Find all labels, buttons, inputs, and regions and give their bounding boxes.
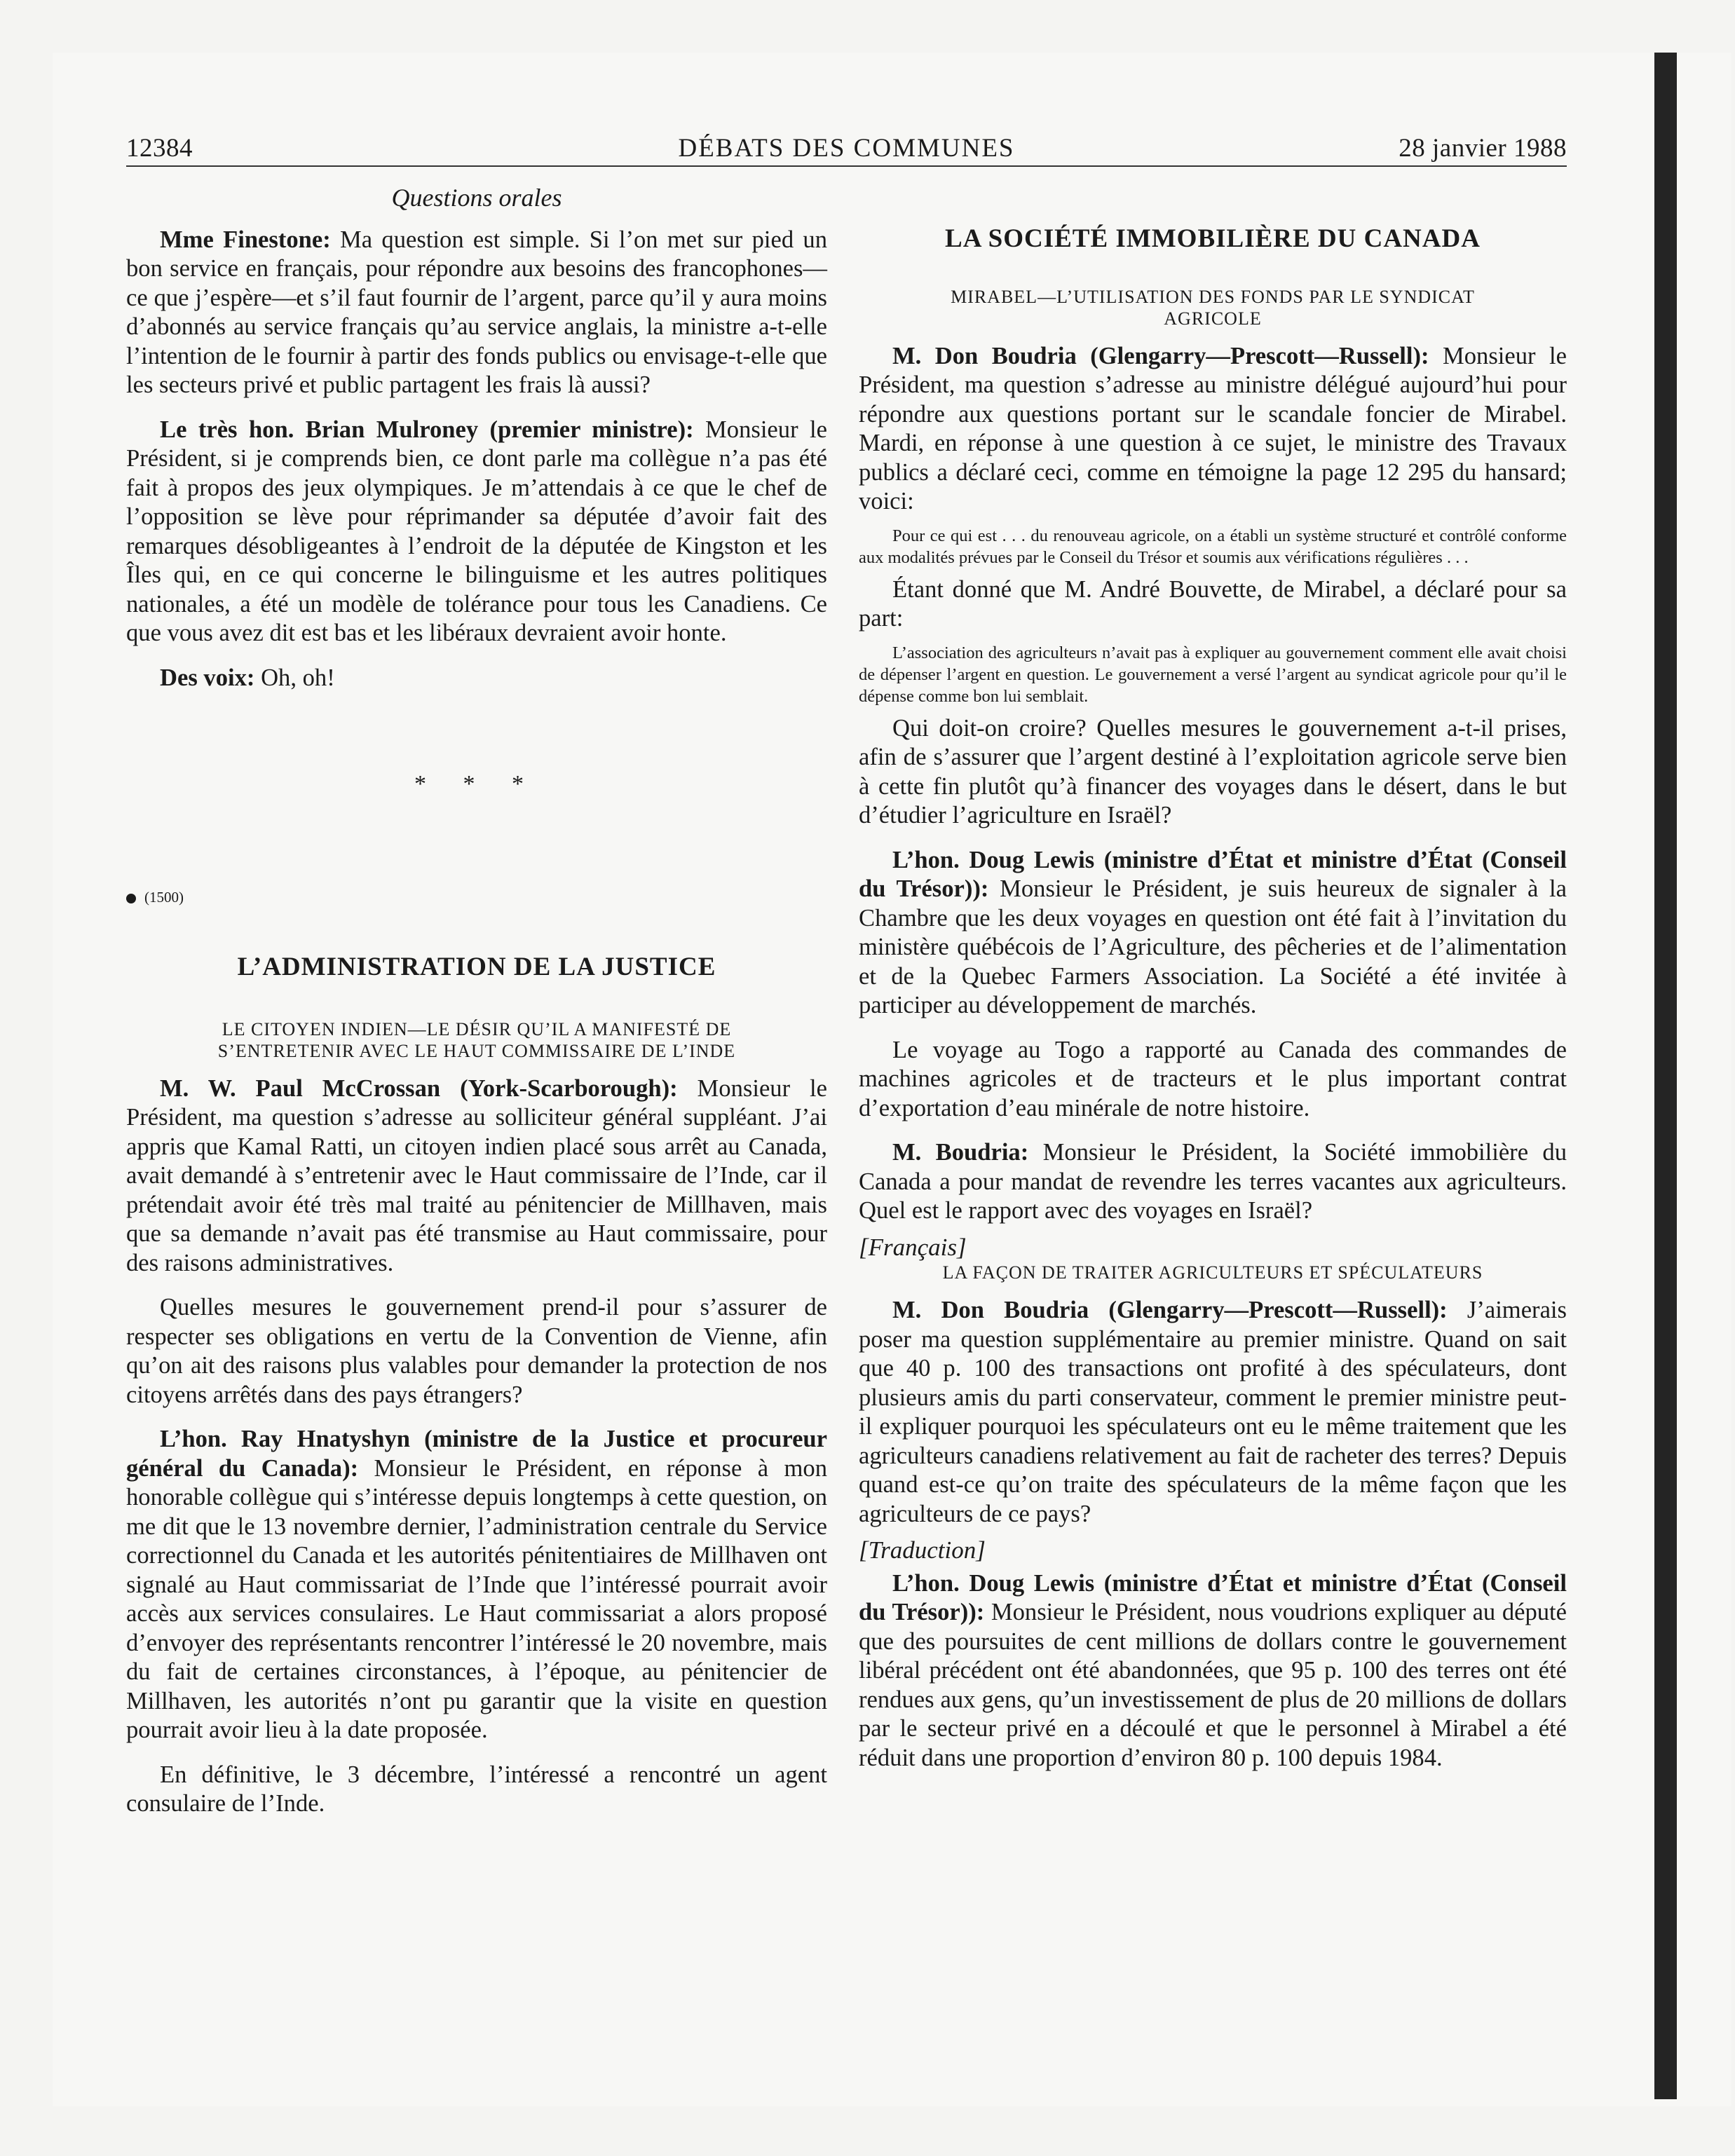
section-label: Questions orales (391, 184, 562, 212)
speaker-name: M. W. Paul McCrossan (York-Scarborough): (160, 1074, 678, 1102)
subheading-line: S’ENTRETENIR AVEC LE HAUT COMMISSAIRE DE L’INDE (217, 1040, 736, 1061)
block-quote: Pour ce qui est . . . du renouveau agricole, on a établi un système structuré et contrôlé conforme aux modalités prévues par le Conseil du Trésor et soumis aux vérifications régulières . . . (859, 526, 1567, 567)
page-header (126, 133, 1567, 167)
speaker-name: M. Boudria: (892, 1139, 1029, 1166)
section-separator: * * * (414, 771, 539, 797)
speaker-name: M. Don Boudria (Glengarry—Prescott—Russell): (892, 342, 1429, 369)
paragraph (859, 1296, 1567, 1529)
speech-text: Monsieur le Président, en réponse à mon honorable collègue qui s’intéresse depuis longtemps à cette question, on me dit que le 13 novembre dernier, l’administration centrale du Service correctionnel du Canada et les autorités pénitentiaires de Millhaven ont signalé au Haut commissariat de l’Inde que l’intéressé pourrait avoir accès aux services consulaires. Le Haut commissariat a alors proposé d’envoyer des représentants rencontrer l’intéressé le 20 novembre, mais du fait de certaines circonstances, à l’époque, au pénitencier de Millhaven, les autorités n’ont pu garantir que la visite en question pourrait avoir lieu à la date proposée. (126, 1454, 827, 1743)
speaker-name: Mme Finestone: (160, 226, 331, 253)
speaker-name: L’hon. Ray Hnatyshyn (ministre de la Justice et procureur général du Canada): (126, 1426, 827, 1482)
speech-text: Oh, oh! (254, 664, 335, 691)
subheading-line: AGRICOLE (1164, 308, 1262, 329)
subheading-line: LA FAÇON DE TRAITER AGRICULTEURS ET SPÉCULATEURS (942, 1262, 1483, 1283)
language-tag: [Français] (859, 1233, 967, 1261)
paragraph: Qui doit-on croire? Quelles mesures le gouvernement a-t-il prises, afin de s’assurer que l’argent destiné à l’exploitation agricole serve bien à cette fin plutôt qu’à financer des voyages dans le désert, dans le but d’étudier l’agriculture en Israël? (859, 714, 1567, 828)
publication-title: DÉBATS DES COMMUNES (678, 134, 1015, 163)
bullet-icon (126, 894, 136, 903)
speech-text: Monsieur le Président, ma question s’adresse au solliciteur général suppléant. J’ai appris que Kamal Ratti, un citoyen indien placé sous arrêt au Canada, avait demandé à s’entretenir avec le Haut commissaire de l’Inde, car il prétendait avoir été très mal traité au pénitencier de Millhaven, mais que sa demande n’avait pas été transmise au Haut commissaire, pour des raisons administratives. (126, 1074, 827, 1276)
speech-text: Ma question est simple. Si l’on met sur pied un bon service en français, pour répondre aux besoins des francophones—ce que j’espère—et s’il faut fournir de l’argent, parce qu’il y aura moins d’abonnés au service français qu’au service anglais, la ministre a-t-elle l’intention de le fournir à partir des fonds publics ou envisage-t-elle que les secteurs privé et public partagent les frais là aussi? (126, 226, 827, 398)
speech-text: J’aimerais poser ma question supplémentaire au premier ministre. Quand on sait que 40 p. 100 des transactions ont profité à des spéculateurs, dont plusieurs amis du parti conservateur, comment le premier ministre peut-il expliquer pourquoi les spéculateurs ont eu le même traitement que les agriculteurs canadiens relativement au fait de racheter des terres? Depuis quand est-ce qu’on traite des spéculateurs de la même façon que les agriculteurs de ce pays? (859, 1297, 1567, 1527)
paragraph (126, 664, 827, 693)
time-marker-text: (1500) (144, 888, 184, 906)
speech-text: Monsieur le Président, la Société immobilière du Canada a pour mandat de revendre les terres vacantes aux agriculteurs. Quel est le rapport avec des voyages en Israël? (859, 1139, 1567, 1224)
paragraph (126, 416, 827, 648)
speech-text: Monsieur le Président, ma question s’adresse au ministre délégué aujourd’hui pour répondre aux questions portant sur le scandale foncier de Mirabel. Mardi, en réponse à une question à ce sujet, le ministre des Travaux publics a déclaré ceci, comme en témoigne la page 12 295 du hansard; voici: (859, 342, 1567, 514)
speech-text: Monsieur le Président, nous voudrions expliquer au député que des poursuites de cent millions de dollars contre le gouvernement libéral précédent ont été abandonnées, que 95 p. 100 des terres ont été rendues aux gens, qu’un investissement de plus de 20 millions de dollars par le secteur privé en a découlé et que le personnel à Mirabel a été réduit dans une proportion d’environ 80 p. 100 depuis 1984. (859, 1599, 1567, 1771)
paragraph (126, 1074, 827, 1278)
paragraph (859, 846, 1567, 1021)
paragraph (126, 226, 827, 400)
right-column (859, 181, 1567, 1773)
paragraph: Quelles mesures le gouvernement prend-il pour s’assurer de respecter ses obligations en vertu de la Convention de Vienne, afin qu’on ait des raisons plus valables pour demander la protection de nos citoyens arrêtés dans des pays étrangers? (126, 1294, 827, 1408)
block-quote: L’association des agriculteurs n’avait pas à expliquer au gouvernement comment elle avait choisi de dépenser l’argent en question. Le gouvernement a versé l’argent au syndicat agricole pour qu’il le dépense comme bon lui semblait. (859, 643, 1567, 706)
paragraph (859, 1138, 1567, 1226)
speech-text: Monsieur le Président, je suis heureux de signaler à la Chambre que les deux voyages en question ont été fait à l’invitation du ministère québécois de l’Agriculture, des pêcheries et de l’alimentation et de la Quebec Farmers Association. La Société a été invitée à participer au développement de marchés. (859, 875, 1567, 1018)
paragraph: Le voyage au Togo a rapporté au Canada des commandes de machines agricoles et de tracteurs et le plus important contrat d’exportation d’eau minérale de notre histoire. (859, 1036, 1567, 1121)
publication-date: 28 janvier 1988 (1399, 134, 1567, 163)
speaker-name: M. Don Boudria (Glengarry—Prescott—Russell): (892, 1297, 1448, 1323)
speech-text: Monsieur le Président, si je comprends bien, ce dont parle ma collègue n’a pas été fait à propos des jeux olympiques. Je m’attendais à ce que le chef de l’opposition se lève pour réprimander sa députée d’avoir fait des remarques désobligeantes à l’endroit de la députée de Kingston et les Îles qui, en ce qui concerne le bilinguisme et les autres politiques nationales, a été un modèle de tolérance pour tous les Canadiens. Ce que vous avez dit est bas et les libéraux devraient avoir honte. (126, 416, 827, 646)
scan-edge-bar (1654, 53, 1677, 2099)
paragraph (859, 342, 1567, 517)
speaker-name: Des voix: (160, 664, 255, 691)
page-number: 12384 (126, 134, 193, 163)
section-heading: L’ADMINISTRATION DE LA JUSTICE (237, 953, 716, 981)
language-tag: [Traduction] (859, 1536, 986, 1564)
time-marker (126, 883, 827, 913)
paragraph: En définitive, le 3 décembre, l’intéressé a rencontré un agent consulaire de l’Inde. (126, 1761, 827, 1817)
left-column (126, 181, 827, 1819)
speaker-name: L’hon. Doug Lewis (ministre d’État et ministre d’État (Conseil du Trésor)): (859, 1569, 1567, 1625)
subheading-line: MIRABEL—L’UTILISATION DES FONDS PAR LE SYNDICAT (951, 286, 1475, 307)
paragraph: Étant donné que M. André Bouvette, de Mirabel, a déclaré pour sa part: (859, 575, 1567, 632)
section-heading: LA SOCIÉTÉ IMMOBILIÈRE DU CANADA (945, 224, 1481, 253)
paragraph (859, 1569, 1567, 1773)
subheading-line: LE CITOYEN INDIEN—LE DÉSIR QU’IL A MANIFESTÉ DE (222, 1018, 732, 1039)
speaker-name: L’hon. Doug Lewis (ministre d’État et ministre d’État (Conseil du Trésor)): (859, 846, 1567, 902)
paragraph (126, 1425, 827, 1745)
speaker-name: Le très hon. Brian Mulroney (premier ministre): (160, 416, 694, 443)
